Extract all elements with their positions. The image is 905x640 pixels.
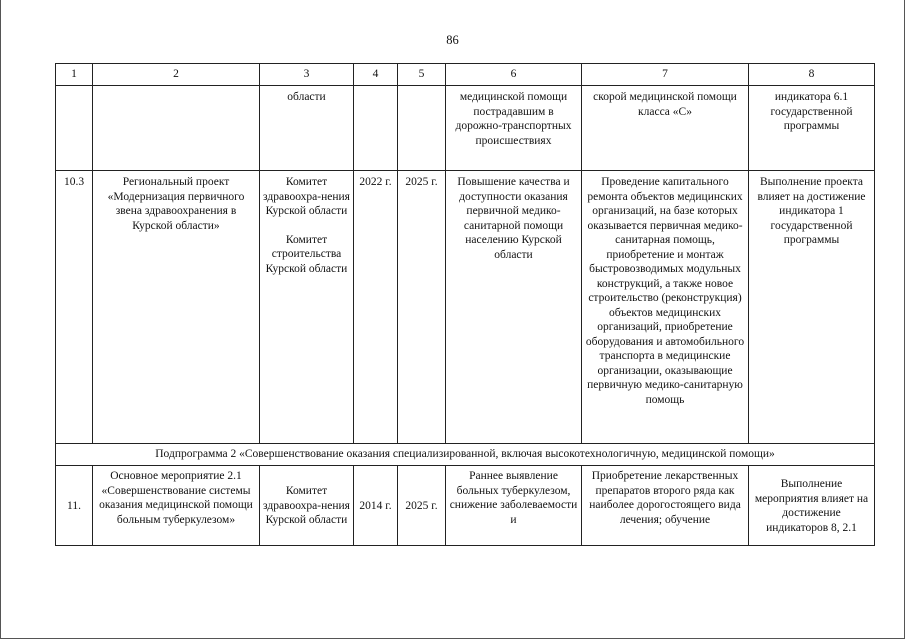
executor-text: Комитет здравоохра-нения Курской области	[263, 485, 350, 527]
executor-cell	[260, 86, 354, 171]
page-number: 86	[446, 33, 459, 47]
executor-cell	[260, 466, 354, 546]
expected-result: Повышение качества и доступности оказания первичной медико-санитарной помощи населению Курской области	[446, 171, 582, 444]
measure-name	[93, 86, 260, 171]
measures-table	[55, 63, 875, 546]
measure-name: Региональный проект «Модернизация первичного звена здравоохранения в Курской области»	[93, 171, 260, 444]
start-year: 2022 г.	[354, 171, 398, 444]
end-year: 2025 г.	[398, 466, 446, 546]
header-cell: 8	[749, 64, 875, 86]
header-cell: 7	[582, 64, 749, 86]
header-cell: 4	[354, 64, 398, 86]
row-number: 10.3	[56, 171, 93, 444]
main-directions: Приобретение лекарственных препаратов второго ряда как наиболее дорогостоящего вида лечения; обучение	[582, 466, 749, 546]
end-year: 2025 г.	[398, 171, 446, 444]
subprogram-title: Подпрограмма 2 «Совершенствование оказания специализированной, включая высокотехнологичную, медицинской помощи»	[56, 444, 875, 466]
header-cell: 5	[398, 64, 446, 86]
indicator-link: Выполнение мероприятия влияет на достижение индикаторов 8, 2.1	[749, 466, 875, 546]
main-directions: Проведение капитального ремонта объектов медицинских организаций, на базе которых оказывается первичная медико-санитарная помощь, приобретение и монтаж быстровозводимых модульных конструкций, а также новое строительство (реконструкция) объектов медицинских организаций, приобретение оборудования и автомобильного транспорта в медицинские организации, оказывающие первичную медико-санитарную помощь	[582, 171, 749, 444]
executor-text: Комитет здравоохра-нения Курской области	[263, 176, 350, 217]
header-row	[56, 64, 875, 86]
table-row	[56, 466, 875, 546]
main-directions: скорой медицинской помощи класса «С»	[582, 86, 749, 171]
expected-result: медицинской помощи пострадавшим в дорожно-транспортных происшествиях	[446, 86, 582, 171]
row-number: 11.	[56, 466, 93, 546]
table-row	[56, 86, 875, 171]
co-executor-text: Комитет строительства Курской области	[265, 233, 348, 275]
measure-name: Основное мероприятие 2.1 «Совершенствование системы оказания медицинской помощи больным туберкулезом»	[93, 466, 260, 546]
row-number	[56, 86, 93, 171]
indicator-link: индикатора 6.1 государственной программы	[749, 86, 875, 171]
header-cell: 3	[260, 64, 354, 86]
subprogram-row	[56, 444, 875, 466]
end-year	[398, 86, 446, 171]
table-row	[56, 171, 875, 444]
indicator-link: Выполнение проекта влияет на достижение индикатора 1 государственной программы	[749, 171, 875, 444]
executor-gap	[263, 219, 350, 233]
header-cell: 1	[56, 64, 93, 86]
header-cell: 6	[446, 64, 582, 86]
expected-result: Раннее выявление больных туберкулезом, снижение заболеваемости и	[446, 466, 582, 546]
executor-text: области	[287, 91, 326, 103]
start-year: 2014 г.	[354, 466, 398, 546]
executor-cell	[260, 171, 354, 444]
header-cell: 2	[93, 64, 260, 86]
start-year	[354, 86, 398, 171]
